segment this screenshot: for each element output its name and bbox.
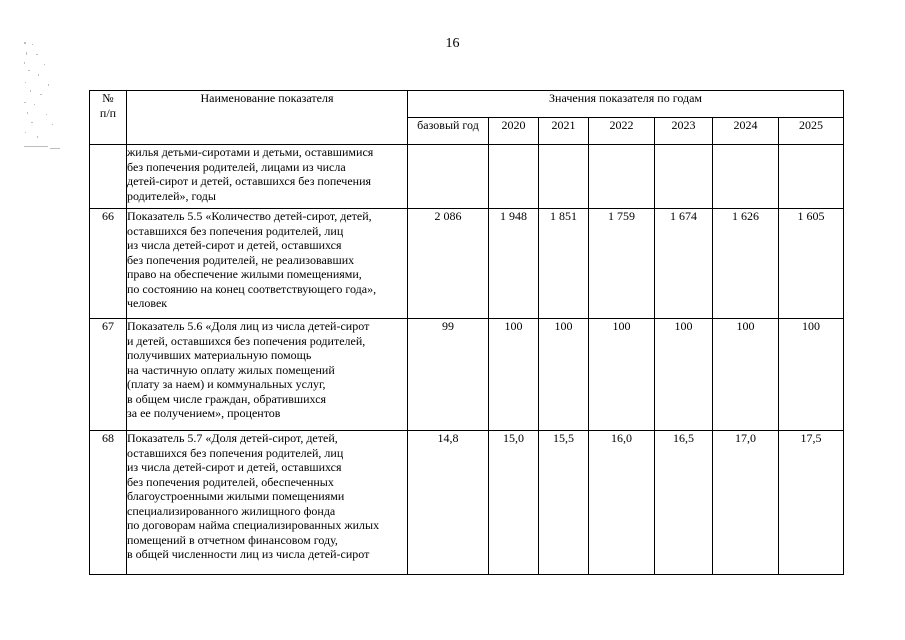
header-year: 2020 [489,118,539,145]
header-row [90,91,844,118]
header-year: 2024 [713,118,779,145]
indicator-name: Показатель 5.5 «Количество детей-сирот, детей, оставшихся без попечения родителей, лиц из числа детей-сирот и детей, оставшихся без попечения родителей, не реализовавших право на обеспечение жилыми помещениями, по состоянию на конец соответствующего года», человек [127,209,408,319]
header-indicator-name: Наименование показателя [127,91,408,145]
year-value: 1 674 [655,209,713,319]
year-value: 100 [539,319,589,431]
year-value: 15,0 [489,431,539,575]
table-row [90,319,844,431]
table-row [90,431,844,575]
header-year: 2025 [779,118,844,145]
base-year-value [408,145,489,209]
year-value: 17,5 [779,431,844,575]
header-year: базовый год [408,118,489,145]
indicator-name: жилья детьми-сиротами и детьми, оставшимися без попечения родителей, лицами из числа детей-сирот и детей, оставшихся без попечения родителей», годы [127,145,408,209]
year-value: 100 [779,319,844,431]
year-value [589,145,655,209]
row-number: 67 [90,319,127,431]
header-year: 2023 [655,118,713,145]
year-value: 15,5 [539,431,589,575]
year-value: 100 [489,319,539,431]
indicator-name: Показатель 5.6 «Доля лиц из числа детей-сирот и детей, оставшихся без попечения родителей, получивших материальную помощь на частичную оплату жилых помещений (плату за наем) и коммунальных услуг, в общем числе граждан, обратившихся за ее получением», процентов [127,319,408,431]
year-value: 17,0 [713,431,779,575]
table-row [90,209,844,319]
year-value: 100 [655,319,713,431]
header-values-by-year: Значения показателя по годам [408,91,844,118]
year-value: 100 [713,319,779,431]
year-value: 1 759 [589,209,655,319]
header-year: 2021 [539,118,589,145]
year-value: 1 626 [713,209,779,319]
base-year-value: 2 086 [408,209,489,319]
year-value: 1 851 [539,209,589,319]
header-num: № п/п [90,91,127,145]
table-row [90,145,844,209]
header-year: 2022 [589,118,655,145]
year-value: 1 605 [779,209,844,319]
row-number [90,145,127,209]
base-year-value: 99 [408,319,489,431]
row-number: 68 [90,431,127,575]
page-number: 16 [445,36,460,51]
scan-margin-marks [22,38,64,156]
year-value: 16,0 [589,431,655,575]
year-value [655,145,713,209]
year-value [713,145,779,209]
year-value: 1 948 [489,209,539,319]
indicator-name: Показатель 5.7 «Доля детей-сирот, детей, оставшихся без попечения родителей, лиц из числа детей-сирот и детей, оставшихся без попечения родителей, обеспеченных благоустроенными жилыми помещениями специализированного жилищного фонда по договорам найма специализированных жилых помещений в отчетном финансовом году, в общей численности лиц из числа детей-сирот [127,431,408,575]
year-value [539,145,589,209]
base-year-value: 14,8 [408,431,489,575]
indicators-table [89,90,844,575]
year-value [489,145,539,209]
year-value: 16,5 [655,431,713,575]
row-number: 66 [90,209,127,319]
year-value: 100 [589,319,655,431]
year-value [779,145,844,209]
